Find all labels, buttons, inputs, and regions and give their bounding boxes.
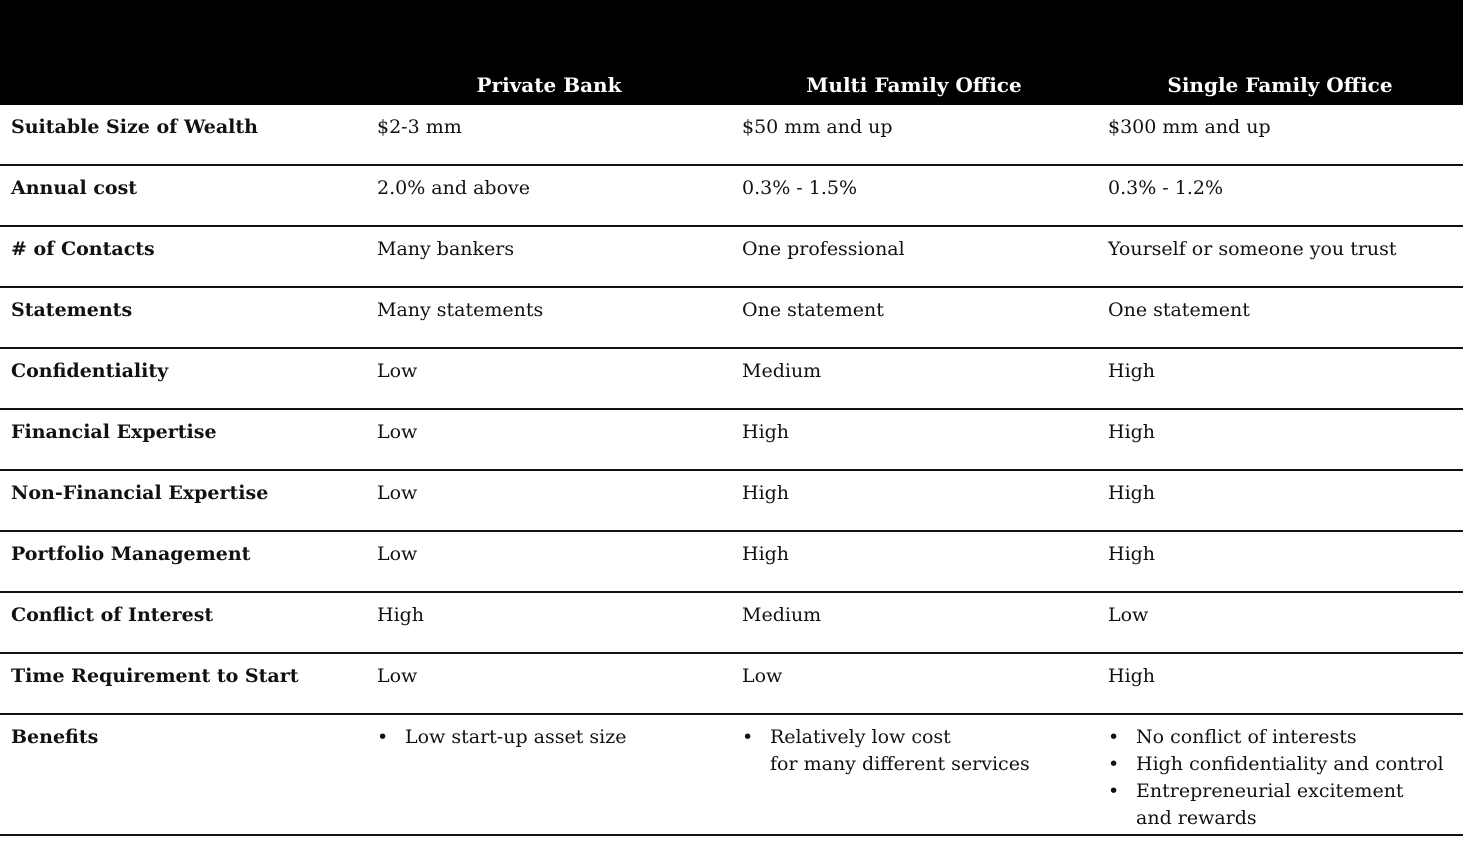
row-label: Confidentiality [11,360,169,382]
row-label: Portfolio Management [11,543,251,565]
column-header-single-family-office: Single Family Office [1167,73,1393,97]
row-label: Non-Financial Expertise [11,482,269,504]
list-item-line: and rewards [1136,807,1257,829]
benefits-list [1108,724,1462,832]
cell-private-bank: Low [377,665,418,687]
cell-multi-family-office: Medium [742,360,822,382]
list-item [1108,778,1462,832]
cell-multi-family-office: One statement [742,299,884,321]
table-row [0,593,1463,654]
cell-multi-family-office: One professional [742,238,905,260]
cell-private-bank: Many bankers [377,238,515,260]
column-header-private-bank: Private Bank [476,73,622,97]
cell-multi-family-office: High [742,543,790,565]
list-item-line: for many different services [770,753,1030,775]
table-header [0,0,1463,105]
benefits-list [742,724,1070,778]
cell-single-family-office: High [1108,665,1156,687]
cell-private-bank: Low [377,543,418,565]
table-row-benefits [0,715,1463,836]
cell-private-bank: Low [377,421,418,443]
row-label: # of Contacts [11,238,155,260]
column-header-multi-family-office: Multi Family Office [806,73,1022,97]
cell-private-bank: $2-3 mm [377,116,462,138]
list-item: • Low start-up asset size [377,724,705,751]
cell-multi-family-office: Medium [742,604,822,626]
list-item: • No conflict of interests [1108,724,1462,751]
cell-private-bank-benefits [377,724,705,751]
cell-private-bank: Many statements [377,299,544,321]
cell-multi-family-office: Low [742,665,783,687]
table-row [0,532,1463,593]
table-row [0,471,1463,532]
benefits-list [377,724,705,751]
row-label: Benefits [11,726,99,748]
cell-single-family-office: High [1108,543,1156,565]
table-row [0,166,1463,227]
cell-single-family-office: High [1108,421,1156,443]
cell-single-family-office: One statement [1108,299,1250,321]
table-row [0,227,1463,288]
row-label: Annual cost [11,177,138,199]
table-row [0,654,1463,715]
row-label: Suitable Size of Wealth [11,116,258,138]
table-row [0,410,1463,471]
row-label: Statements [11,299,133,321]
list-item: • High confidentiality and control [1108,751,1462,778]
table-row [0,349,1463,410]
cell-private-bank: Low [377,482,418,504]
cell-single-family-office: Low [1108,604,1149,626]
cell-single-family-office: $300 mm and up [1108,116,1271,138]
list-item-line: • Relatively low cost [770,726,951,748]
list-item [742,724,1070,778]
cell-multi-family-office: 0.3% - 1.5% [742,177,858,199]
row-label: Financial Expertise [11,421,217,443]
cell-private-bank: High [377,604,425,626]
cell-single-family-office: 0.3% - 1.2% [1108,177,1224,199]
cell-single-family-office: Yourself or someone you trust [1108,238,1397,260]
list-item-line: • Entrepreneurial excitement [1136,780,1404,802]
cell-single-family-office-benefits [1108,724,1462,832]
cell-private-bank: 2.0% and above [377,177,530,199]
cell-single-family-office: High [1108,482,1156,504]
cell-private-bank: Low [377,360,418,382]
cell-multi-family-office-benefits [742,724,1070,778]
row-label: Time Requirement to Start [11,665,299,687]
cell-multi-family-office: High [742,421,790,443]
cell-multi-family-office: High [742,482,790,504]
row-label: Conflict of Interest [11,604,214,626]
cell-single-family-office: High [1108,360,1156,382]
table-row [0,105,1463,166]
table-row [0,288,1463,349]
cell-multi-family-office: $50 mm and up [742,116,893,138]
